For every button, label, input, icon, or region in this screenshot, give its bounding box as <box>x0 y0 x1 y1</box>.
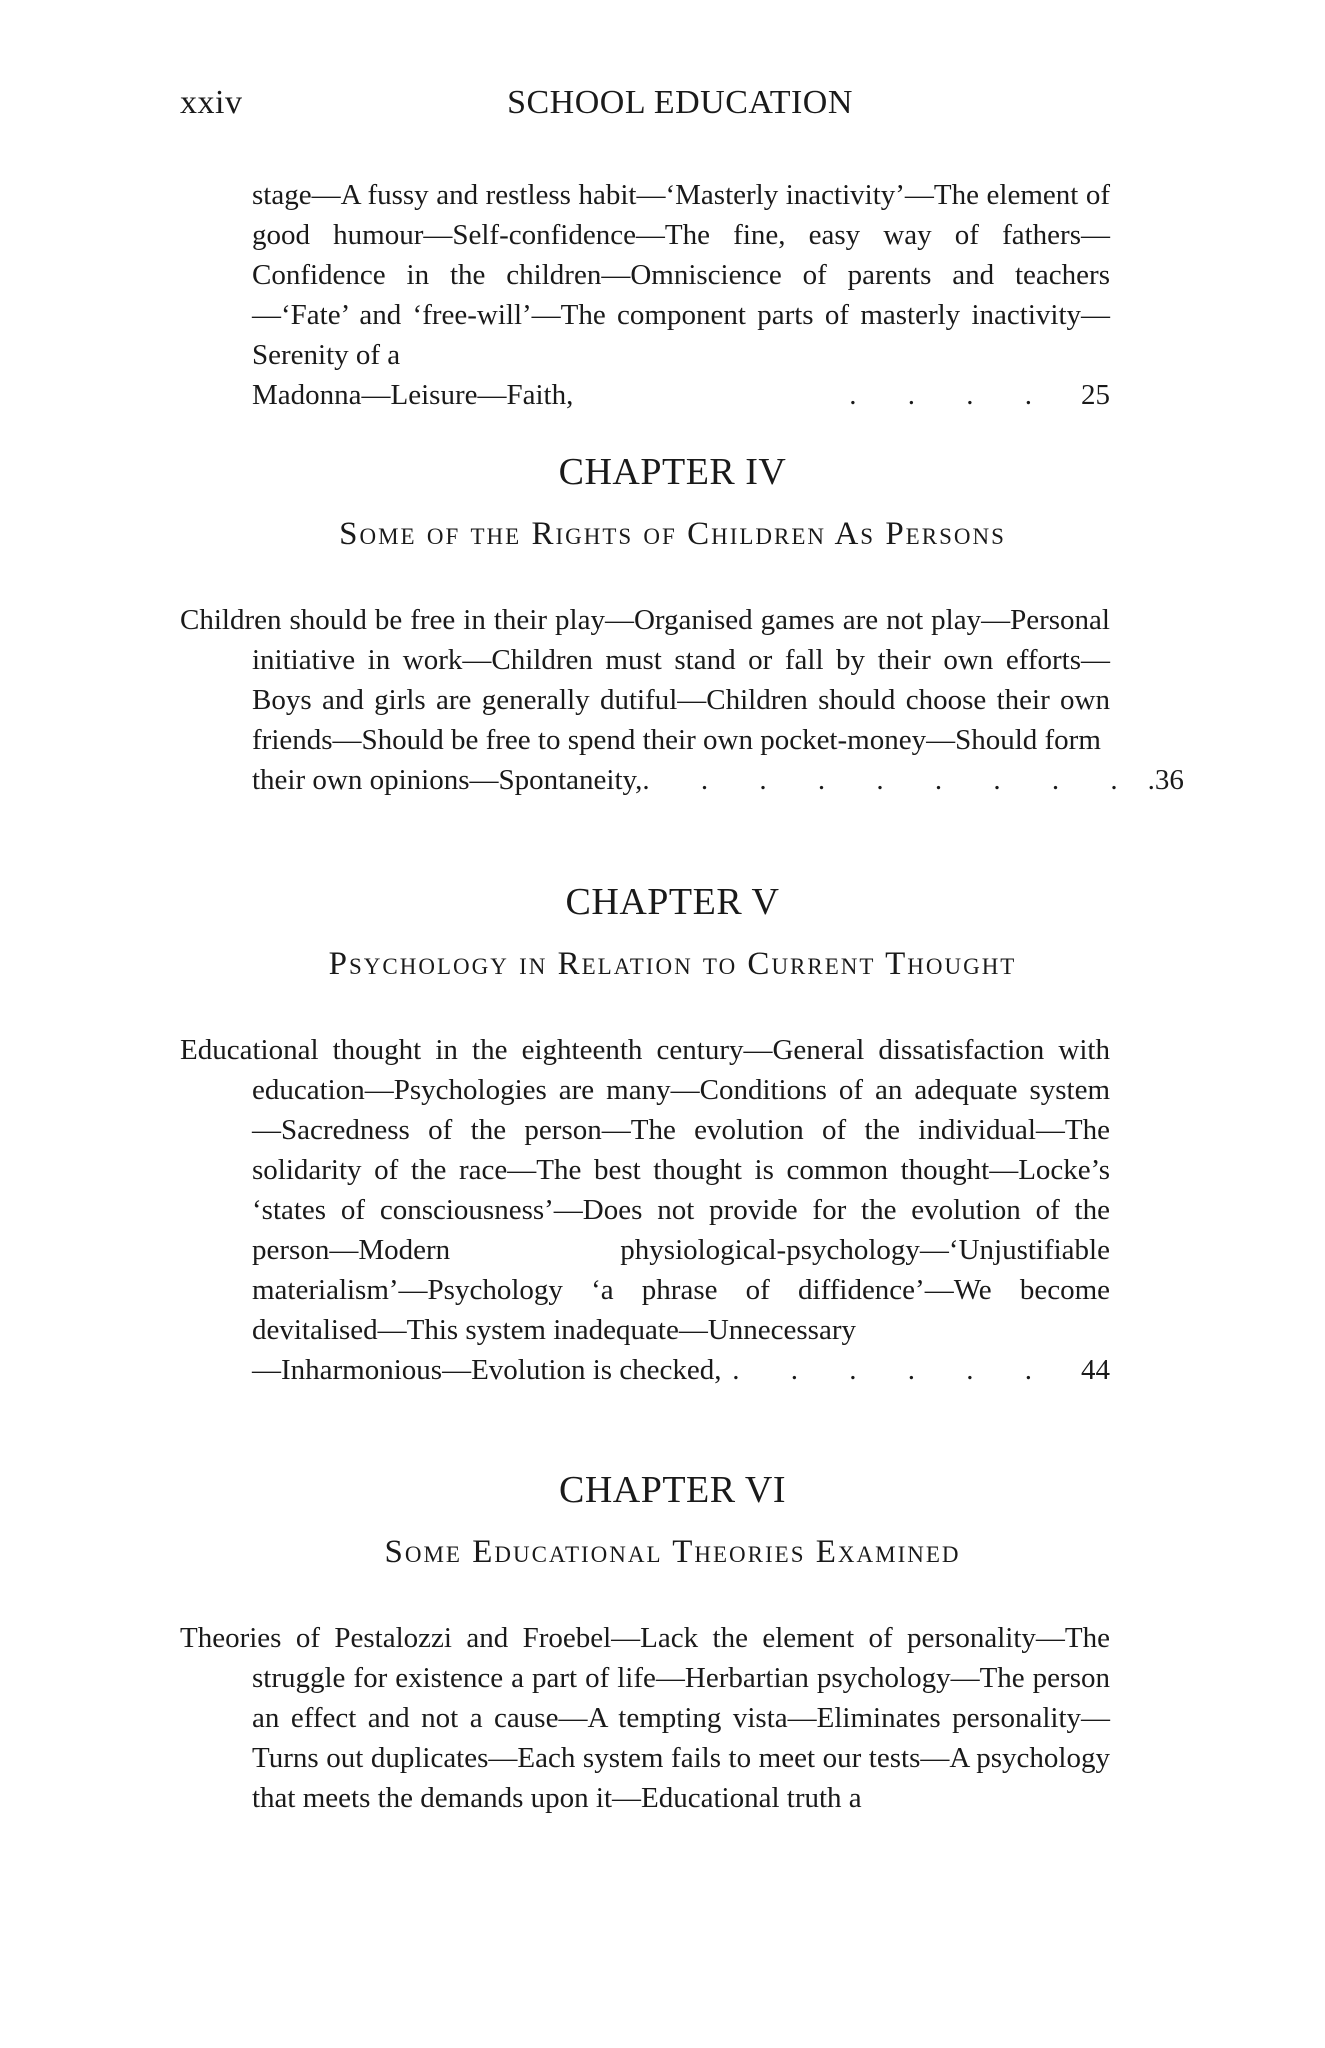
dot-leader: . . . . . . . . . <box>642 764 1140 796</box>
entry-last-text: their own opinions—Spontaneity, <box>252 764 643 796</box>
entry-page-number: 44 <box>1081 1354 1110 1386</box>
entry-text: Theories of Pestalozzi and Froebel—Lack the element of personality—The struggle for existence a part of life—Herbartian psychology—The person an effect and not a cause—A tempting vista—Eliminates personality—Turns out duplicates—Each system fails to meet our tests—A psychology that meets the demands upon it—Educational truth a <box>180 1622 1110 1814</box>
toc-entry-chapter-iii-continued <box>180 175 1110 415</box>
chapter-label: CHAPTER VI <box>558 1469 787 1511</box>
chapter-label: CHAPTER IV <box>558 451 787 493</box>
toc-entry-chapter-vi <box>180 1618 1110 1818</box>
page-number: xxiv <box>180 84 243 121</box>
toc-entry-chapter-iv <box>180 600 1184 800</box>
chapter-title: Some of the Rights of Children As Persons <box>339 516 1006 552</box>
entry-last-text: —Inharmonious—Evolution is checked, <box>252 1354 722 1386</box>
entry-last-line <box>252 760 1184 800</box>
entry-last-text: Madonna—Leisure—Faith, <box>252 379 574 411</box>
entry-text: stage—A fussy and restless habit—‘Masterly inactivity’—The element of good humour—Self-confidence—The fine, easy way of fathers—Confidence in the children—Omniscience of parents and teachers—‘Fate’ and ‘free-will’—The component parts of masterly inactivity—Serenity of a <box>252 179 1110 371</box>
toc-entry-chapter-v <box>180 1030 1110 1390</box>
dot-leader: . . . . <box>849 379 1054 411</box>
chapter-label: CHAPTER V <box>565 881 780 923</box>
entry-page-number: 25 <box>1081 379 1110 411</box>
dot-leader: . . . . . . <box>732 1354 1054 1386</box>
entry-last-line <box>252 1350 1110 1390</box>
entry-page-number: .36 <box>1147 764 1184 796</box>
entry-last-line <box>252 375 1110 415</box>
chapter-title: Some Educational Theories Examined <box>384 1534 961 1570</box>
chapter-title: Psychology in Relation to Current Thought <box>328 946 1017 982</box>
running-head <box>180 84 1140 134</box>
entry-text: Children should be free in their play—Organised games are not play—Personal initiative in work—Children must stand or fall by their own efforts—Boys and girls are generally dutiful—Children should choose their own friends—Should be free to spend their own pocket-money—Should form <box>180 604 1110 756</box>
book-title: SCHOOL EDUCATION <box>507 84 853 121</box>
entry-text: Educational thought in the eighteenth century—General dissatisfaction with education—Psychologies are many—Conditions of an adequate system—Sacredness of the person—The evolution of the individual—The solidarity of the race—The best thought is common thought—Locke’s ‘states of consciousness’—Does not provide for the evolution of the person—Modern physiological-psychology—‘Unjustifiable materialism’—Psychology ‘a phrase of diffidence’—We become devitalised—This system inadequate—Unnecessary <box>180 1034 1110 1346</box>
